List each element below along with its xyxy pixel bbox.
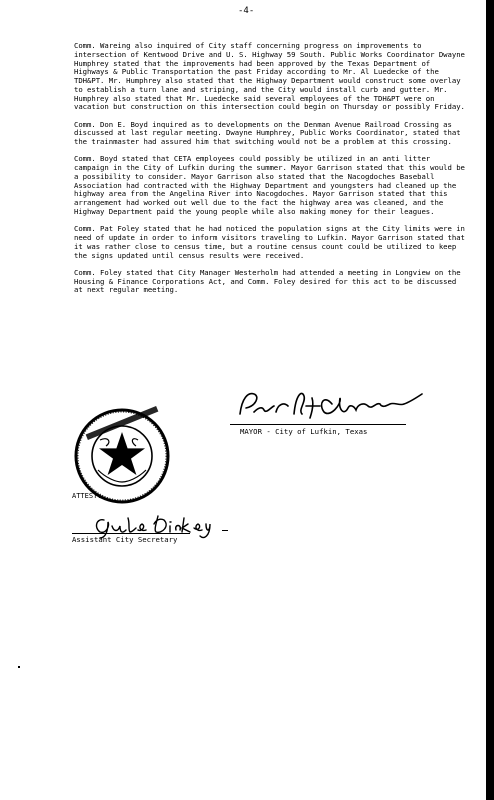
scan-speck [222,530,228,531]
paragraph-denman-crossing: Comm. Don E. Boyd inquired as to developments on the Denman Avenue Railroad Crossing as discussed at last regular meeting. Dwayne Humphrey, Public Works Coordinator, stated that the trainmaster had assured him that switching would not be a problem at this crossing. [74,119,461,147]
scan-speck [18,666,20,668]
minutes-body [74,42,466,304]
secretary-signature-line [72,533,190,534]
paragraph-kentwood-intersection: Comm. Wareing also inquired of City staff concerning progress on improvements to intersection of Kentwood Drive and U. S. Highway 59 South. Public Works Coordinator Dwayne Humphrey stated that the improvements had been approved by the Texas Department of Highways & Public Transportation the past Friday according to Mr. Al Luedecke of the TDH&PT. Mr. Humphrey also stated that the Highway Department would construct some overlay to establish a turn lane and striping, and the City would install curb and gutter. Mr. Humphrey also stated that Mr. Luedecke said several employees of the TDH&PT were on vacation but construction on this intersection could begin on Thursday or possibly Friday. [74,41,465,112]
mayor-title: MAYOR - City of Lufkin, Texas [240,427,368,436]
attest-label: ATTEST: [72,492,102,500]
page-number: -4- [238,6,255,16]
scan-edge [486,0,494,800]
mayor-signature [232,384,442,426]
paragraph-population-signs: Comm. Pat Foley stated that he had noticed the population signs at the City limits were in need of update in order to inform visitors traveling to Lufkin. Mayor Garrison stated that it was rather close to census time, but a routine census count could be utilized to keep the signs updated until census results were received. [74,224,465,260]
paragraph-ceta-litter-campaign: Comm. Boyd stated that CETA employees could possibly be utilized in an anti litter campaign in the City of Lufkin during the summer. Mayor Garrison stated that this would be a possibility to consider. Mayor Garrison also stated that the Nacogdoches Baseball Association had contracted with the Highway Department and youngsters had cleaned up the highway area from the Angelina River into Nacogdoches. Mayor Garrison stated that this arrangement had worked out well due to the fact the highway area was cleaned, and the Highway Department paid the young people while also making money for their leagues. [74,154,465,216]
mayor-signature-line [230,424,406,425]
paragraph-housing-finance-act: Comm. Foley stated that City Manager Westerholm had attended a meeting in Longview on the Housing & Finance Corporations Act, and Comm. Foley desired for this act to be discussed at next regular meeting. [74,267,461,295]
city-seal-icon [72,406,172,506]
secretary-title: Assistant City Secretary [72,535,178,544]
